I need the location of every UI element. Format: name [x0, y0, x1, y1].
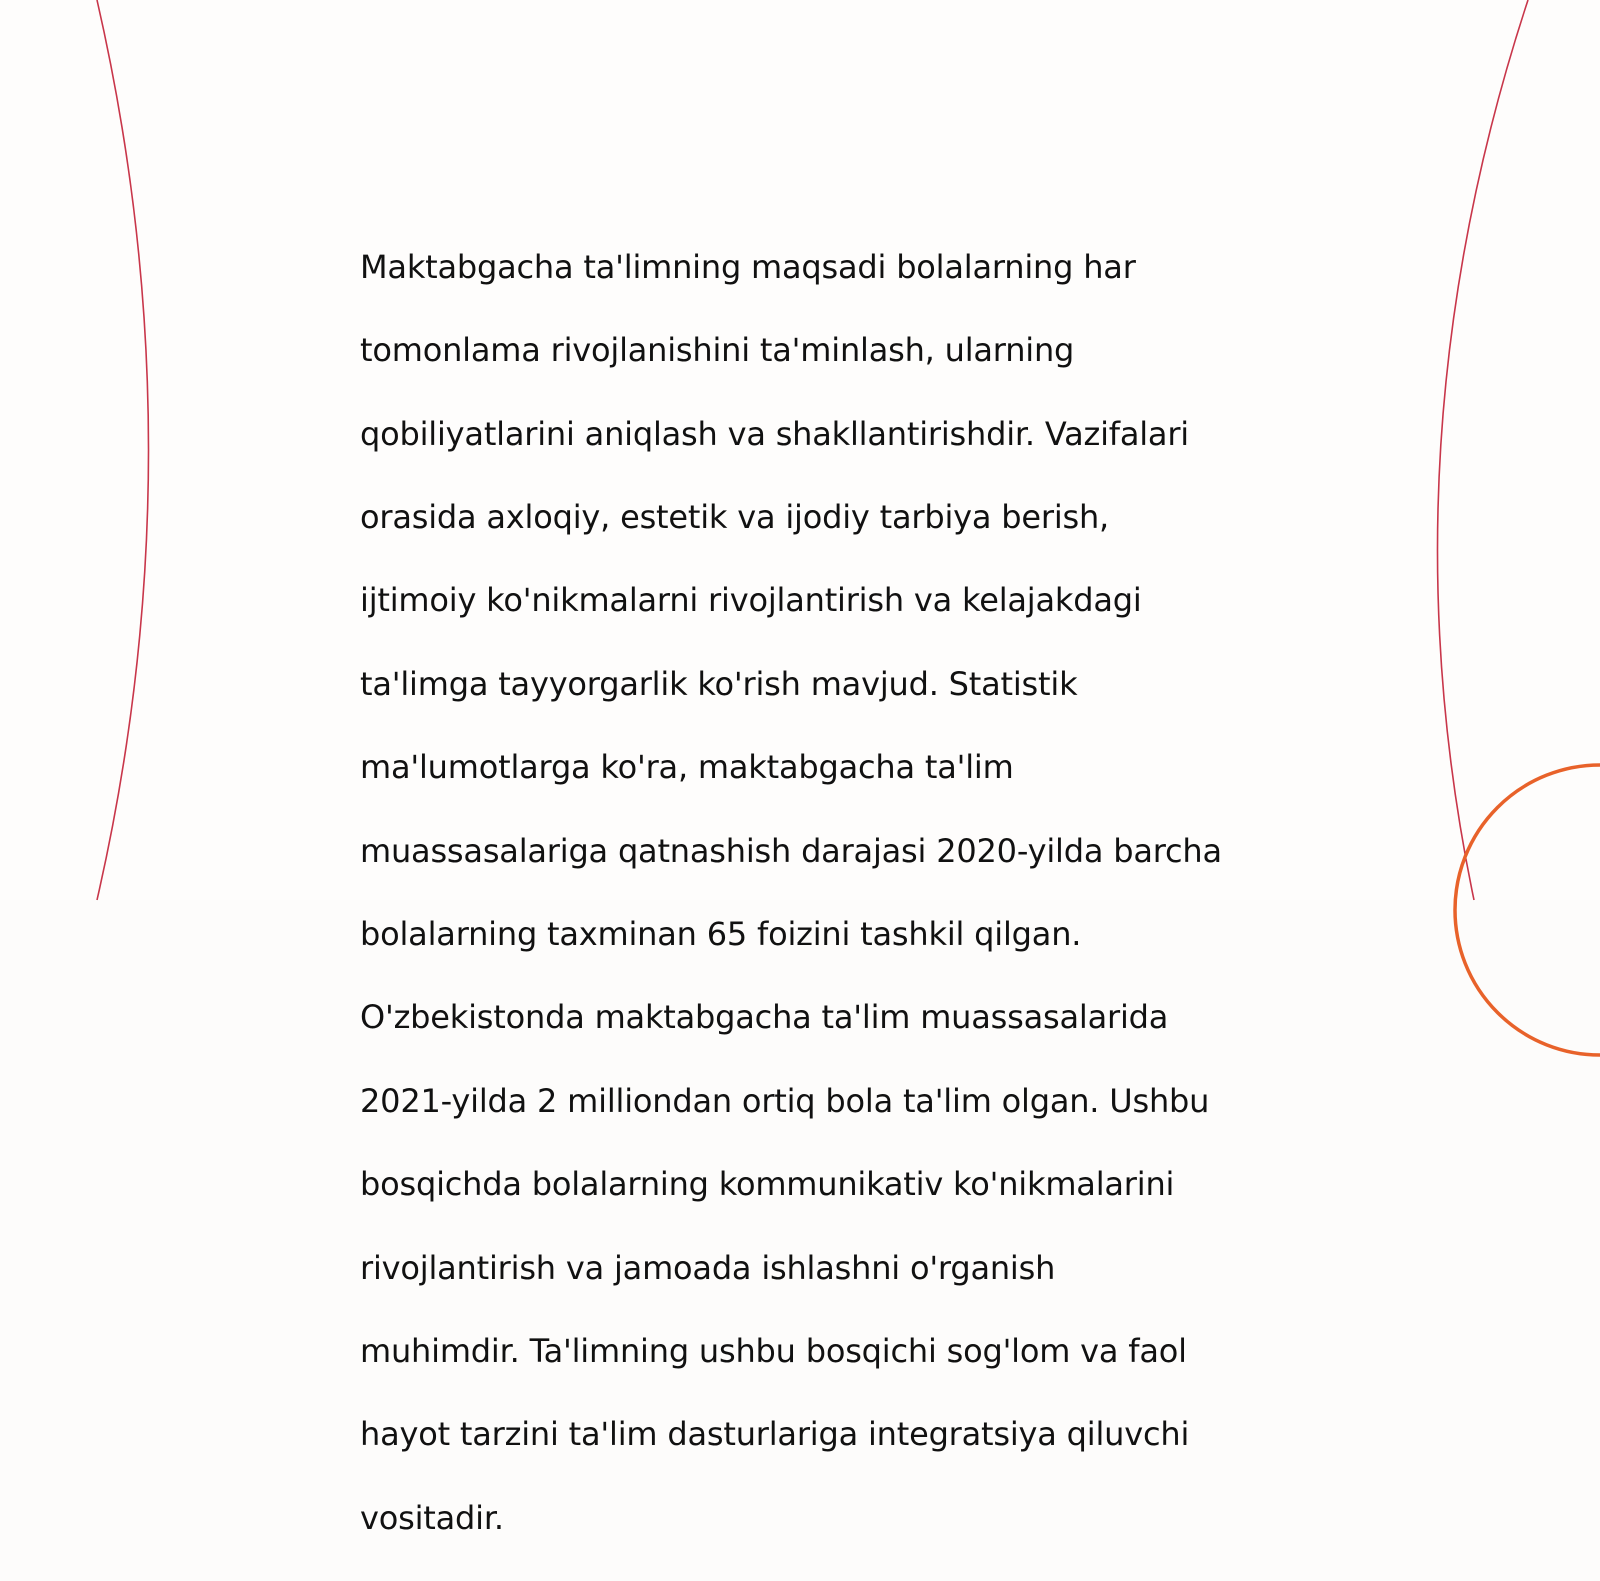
- right-curve-line: [1437, 0, 1528, 900]
- body-line: tomonlama rivojlanishini ta'minlash, ularning: [360, 331, 1075, 370]
- body-line: vositadir.: [360, 1498, 504, 1537]
- body-line: ma'lumotlarga ko'ra, maktabgacha ta'lim: [360, 748, 1014, 787]
- slide-body-text: [360, 205, 1260, 1581]
- left-curve-line: [97, 0, 149, 900]
- body-line: bolalarning taxminan 65 foizini tashkil qilgan.: [360, 914, 1082, 953]
- accent-circle-outline: [1455, 765, 1600, 1055]
- body-line: ijtimoiy ko'nikmalarni rivojlantirish va kelajakdagi: [360, 581, 1142, 620]
- body-line: bosqichda bolalarning kommunikativ ko'nikmalarini: [360, 1165, 1175, 1204]
- body-line: 2021-yilda 2 milliondan ortiq bola ta'lim olgan. Ushbu: [360, 1081, 1210, 1120]
- body-line: qobiliyatlarini aniqlash va shakllantirishdir. Vazifalari: [360, 414, 1189, 453]
- body-line: orasida axloqiy, estetik va ijodiy tarbiya berish,: [360, 497, 1110, 536]
- body-line: muhimdir. Ta'limning ushbu bosqichi sog'lom va faol: [360, 1331, 1187, 1370]
- body-line: rivojlantirish va jamoada ishlashni o'rganish: [360, 1248, 1056, 1287]
- body-line: hayot tarzini ta'lim dasturlariga integratsiya qiluvchi: [360, 1415, 1190, 1454]
- body-line: ta'limga tayyorgarlik ko'rish mavjud. Statistik: [360, 664, 1078, 703]
- body-line: muassasalariga qatnashish darajasi 2020-yilda barcha: [360, 831, 1222, 870]
- body-line: O'zbekistonda maktabgacha ta'lim muassasalarida: [360, 998, 1169, 1037]
- body-line: Maktabgacha ta'limning maqsadi bolalarning har: [360, 247, 1136, 286]
